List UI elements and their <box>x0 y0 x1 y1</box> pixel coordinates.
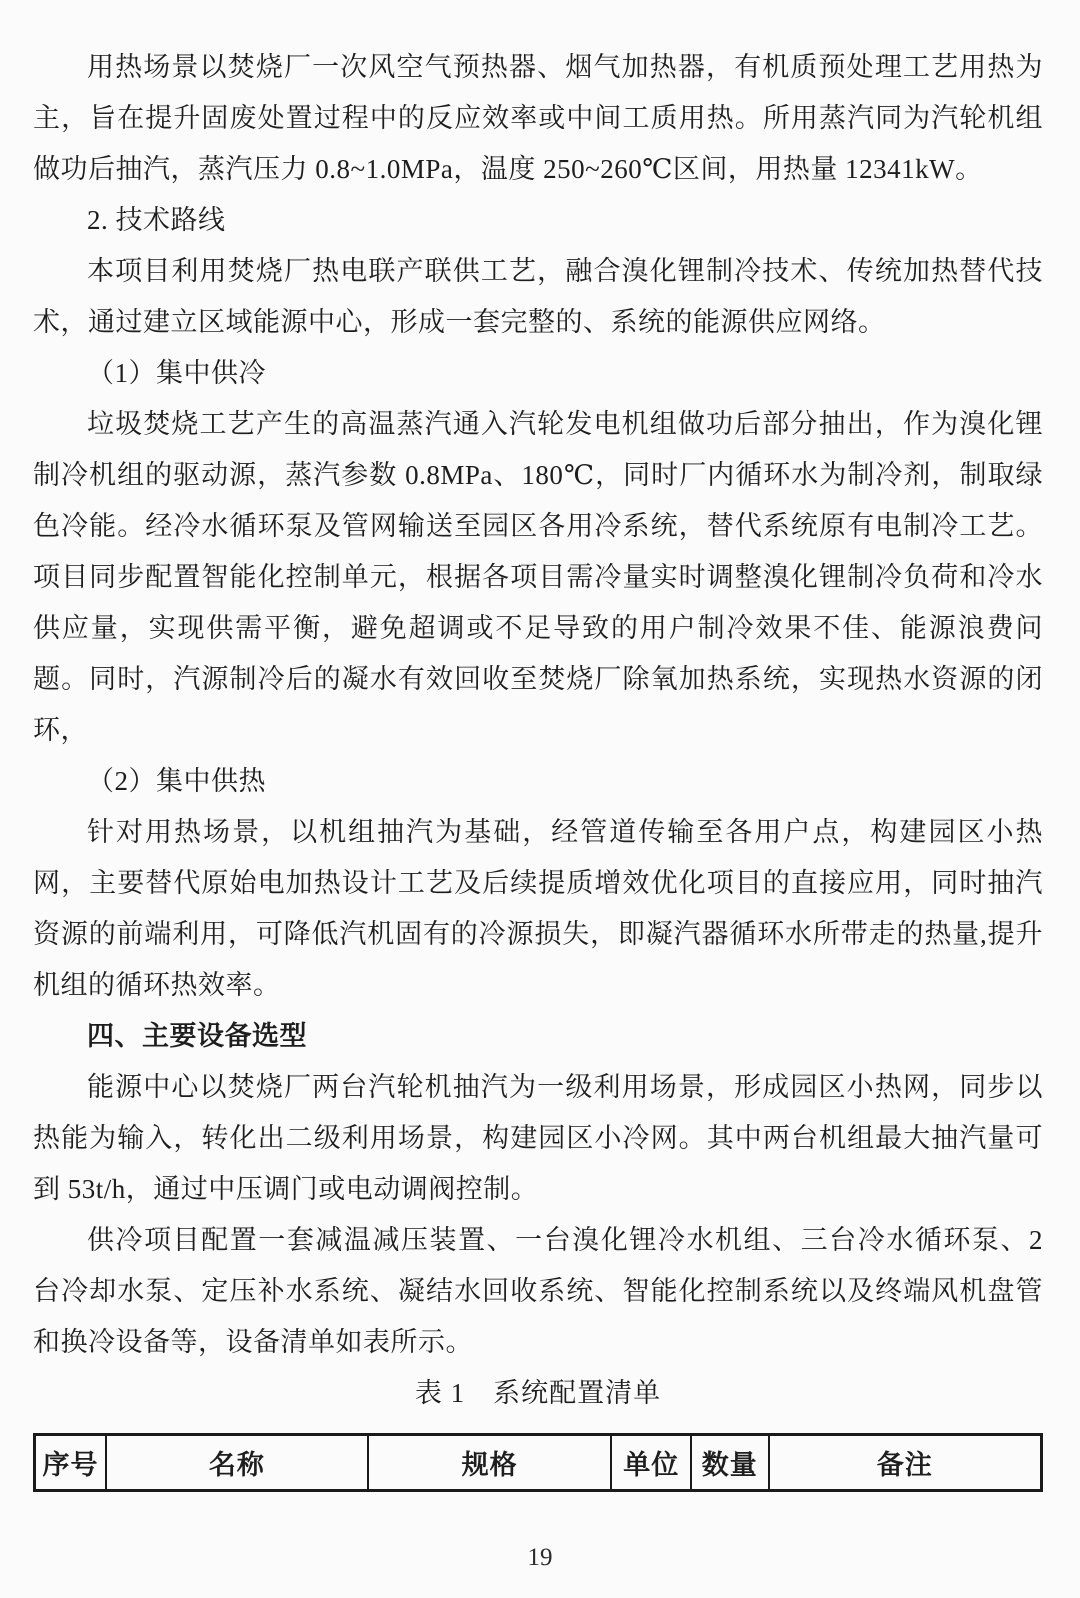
table-header-unit: 单位 <box>611 1435 691 1491</box>
subheading-central-cooling: （1）集中供冷 <box>87 358 266 388</box>
paragraph-central-heating: 针对用热场景，以机组抽汽为基础，经管道传输至各用户点，构建园区小热网，主要替代原始电加热设计工艺及后续提质增效优化项目的直接应用，同时抽汽资源的前端利用，可降低汽机固有的冷源损失，即凝汽器循环水所带走的热量,提升机组的循环热效率。 <box>33 817 1043 1000</box>
table-header-name: 名称 <box>106 1435 368 1491</box>
system-config-table <box>33 1433 1043 1492</box>
paragraph-tech-route: 本项目利用焚烧厂热电联产联供工艺，融合溴化锂制冷技术、传统加热替代技术，通过建立区域能源中心，形成一套完整的、系统的能源供应网络。 <box>33 256 1043 337</box>
table-header-index: 序号 <box>35 1435 106 1491</box>
table-header-row <box>35 1435 1042 1491</box>
table-header-quantity: 数量 <box>691 1435 769 1491</box>
heading-tech-route: 2. 技术路线 <box>87 205 226 235</box>
paragraph-equipment-list: 供冷项目配置一套减温减压装置、一台溴化锂冷水机组、三台冷水循环泵、2 台冷却水泵、定压补水系统、凝结水回收系统、智能化控制系统以及终端风机盘管和换冷设备等，设备清单如表所示。 <box>33 1225 1043 1357</box>
paragraph-energy-center: 能源中心以焚烧厂两台汽轮机抽汽为一级利用场景，形成园区小热网，同步以热能为输入，转化出二级利用场景，构建园区小冷网。其中两台机组最大抽汽量可到 53t/h，通过中压调门或电动调阀控制。 <box>33 1072 1043 1204</box>
page-number-text: 19 <box>527 1544 553 1571</box>
subheading-central-heating: （2）集中供热 <box>87 766 266 796</box>
table-header-remark: 备注 <box>769 1435 1042 1491</box>
paragraph-heat-usage: 用热场景以焚烧厂一次风空气预热器、烟气加热器，有机质预处理工艺用热为主，旨在提升固废处置过程中的反应效率或中间工质用热。所用蒸汽同为汽轮机组做功后抽汽，蒸汽压力 0.8~1.0MPa，温度 250~260℃区间，用热量 12341kW。 <box>33 52 1043 184</box>
heading-equipment-selection: 四、主要设备选型 <box>87 1021 307 1051</box>
table-caption: 表 1 系统配置清单 <box>414 1378 662 1408</box>
table-header-spec: 规格 <box>368 1435 612 1491</box>
paragraph-central-cooling: 垃圾焚烧工艺产生的高温蒸汽通入汽轮发电机组做功后部分抽出，作为溴化锂制冷机组的驱动源，蒸汽参数 0.8MPa、180℃，同时厂内循环水为制冷剂，制取绿色冷能。经冷水循环泵及管网输送至园区各用冷系统，替代系统原有电制冷工艺。项目同步配置智能化控制单元，根据各项目需冷量实时调整溴化锂制冷负荷和冷水供应量，实现供需平衡，避免超调或不足导致的用户制冷效果不佳、能源浪费问题。同时，汽源制冷后的凝水有效回收至焚烧厂除氧加热系统，实现热水资源的闭环， <box>33 409 1043 745</box>
